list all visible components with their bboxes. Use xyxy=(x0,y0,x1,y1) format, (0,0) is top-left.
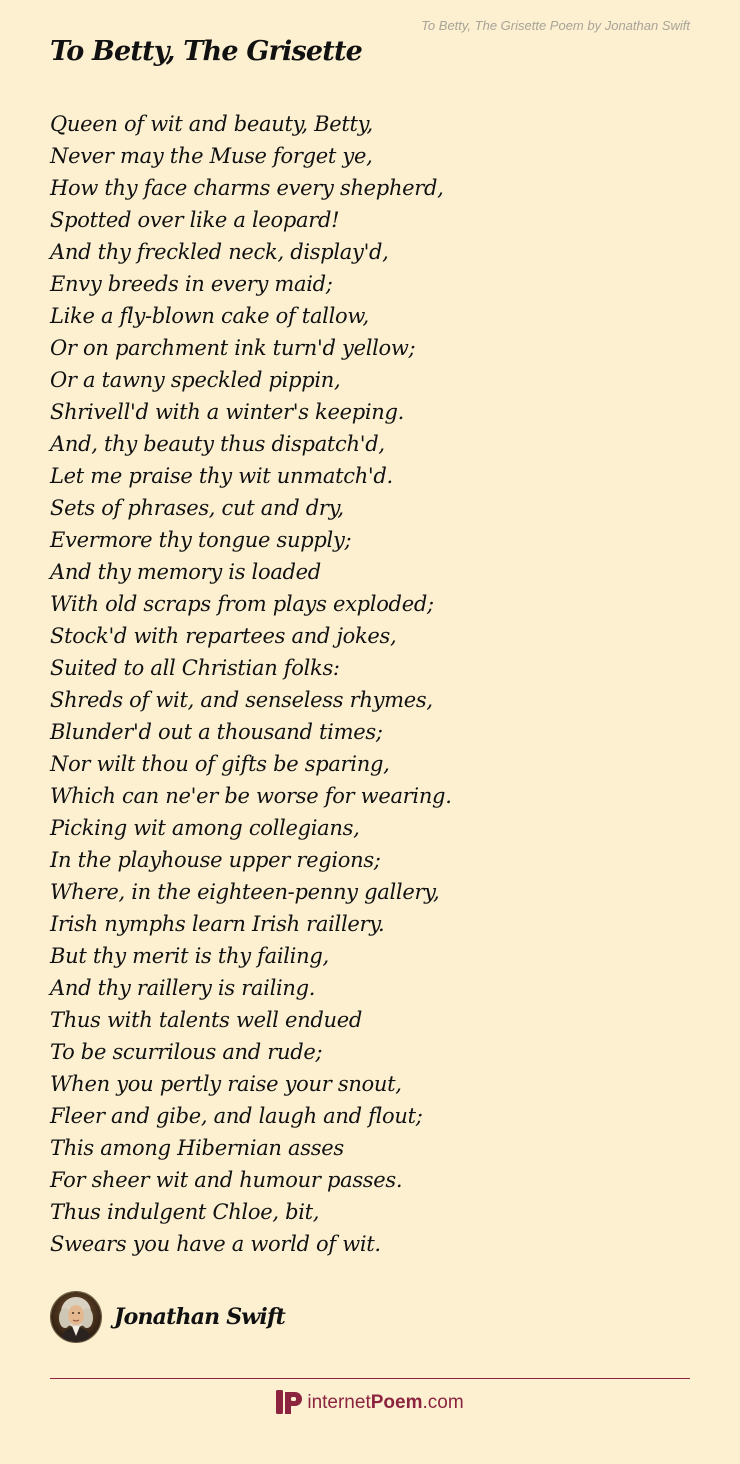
footer-divider xyxy=(50,1378,690,1379)
poem-line: Envy breeds in every maid; xyxy=(50,272,333,296)
poem-line: Picking wit among collegians, xyxy=(50,816,360,840)
poem-line: Shrivell'd with a winter's keeping. xyxy=(50,400,405,424)
poem-line: Thus with talents well endued xyxy=(50,1008,362,1032)
poem-line: Spotted over like a leopard! xyxy=(50,208,340,232)
author-block[interactable] xyxy=(50,1291,285,1343)
header-credit: To Betty, The Grisette Poem by Jonathan Swift xyxy=(421,18,690,33)
author-portrait-icon xyxy=(51,1292,101,1342)
brand-suffix: .com xyxy=(422,1392,464,1413)
poem-line: Where, in the eighteen-penny gallery, xyxy=(50,880,440,904)
poem-line: Swears you have a world of wit. xyxy=(50,1232,381,1256)
poem-line: And, thy beauty thus dispatch'd, xyxy=(50,432,385,456)
poem-line: Irish nymphs learn Irish raillery. xyxy=(50,912,385,936)
poem-line: With old scraps from plays exploded; xyxy=(50,592,434,616)
brand-prefix: internet xyxy=(307,1392,371,1413)
poem-line: For sheer wit and humour passes. xyxy=(50,1168,403,1192)
poem-line: Like a fly-blown cake of tallow, xyxy=(50,304,369,328)
poem-line: Never may the Muse forget ye, xyxy=(50,144,373,168)
poem-line: When you pertly raise your snout, xyxy=(50,1072,402,1096)
footer-brand-link[interactable] xyxy=(0,1390,740,1416)
poem-line: To be scurrilous and rude; xyxy=(50,1040,323,1064)
poem-line: But thy merit is thy failing, xyxy=(50,944,329,968)
poem-line: Queen of wit and beauty, Betty, xyxy=(50,112,373,136)
poem-line: And thy memory is loaded xyxy=(50,560,321,584)
poem-line: Sets of phrases, cut and dry, xyxy=(50,496,344,520)
poem-line: Suited to all Christian folks: xyxy=(50,656,340,680)
poem-line: Which can ne'er be worse for wearing. xyxy=(50,784,452,808)
poem-line: Blunder'd out a thousand times; xyxy=(50,720,383,744)
brand-name[interactable] xyxy=(307,1392,463,1414)
poem-line: Thus indulgent Chloe, bit, xyxy=(50,1200,320,1224)
poem-line: In the playhouse upper regions; xyxy=(50,848,381,872)
author-name[interactable]: Jonathan Swift xyxy=(114,1304,286,1330)
poem-line: Or a tawny speckled pippin, xyxy=(50,368,341,392)
poem-line: And thy raillery is railing. xyxy=(50,976,316,1000)
poem-line: How thy face charms every shepherd, xyxy=(50,176,444,200)
poem-line: And thy freckled neck, display'd, xyxy=(50,240,389,264)
poem-line: This among Hibernian asses xyxy=(50,1136,344,1160)
poem-line: Nor wilt thou of gifts be sparing, xyxy=(50,752,390,776)
poem-body xyxy=(50,108,690,1260)
poem-title: To Betty, The Grisette xyxy=(50,36,362,67)
poem-line: Fleer and gibe, and laugh and flout; xyxy=(50,1104,423,1128)
internetpoem-logo-icon xyxy=(276,1390,302,1416)
author-avatar[interactable] xyxy=(50,1291,102,1343)
poem-line: Or on parchment ink turn'd yellow; xyxy=(50,336,416,360)
poem-line: Shreds of wit, and senseless rhymes, xyxy=(50,688,433,712)
poem-line: Stock'd with repartees and jokes, xyxy=(50,624,397,648)
poem-line: Let me praise thy wit unmatch'd. xyxy=(50,464,393,488)
brand-bold: Poem xyxy=(370,1392,423,1413)
poem-line: Evermore thy tongue supply; xyxy=(50,528,352,552)
